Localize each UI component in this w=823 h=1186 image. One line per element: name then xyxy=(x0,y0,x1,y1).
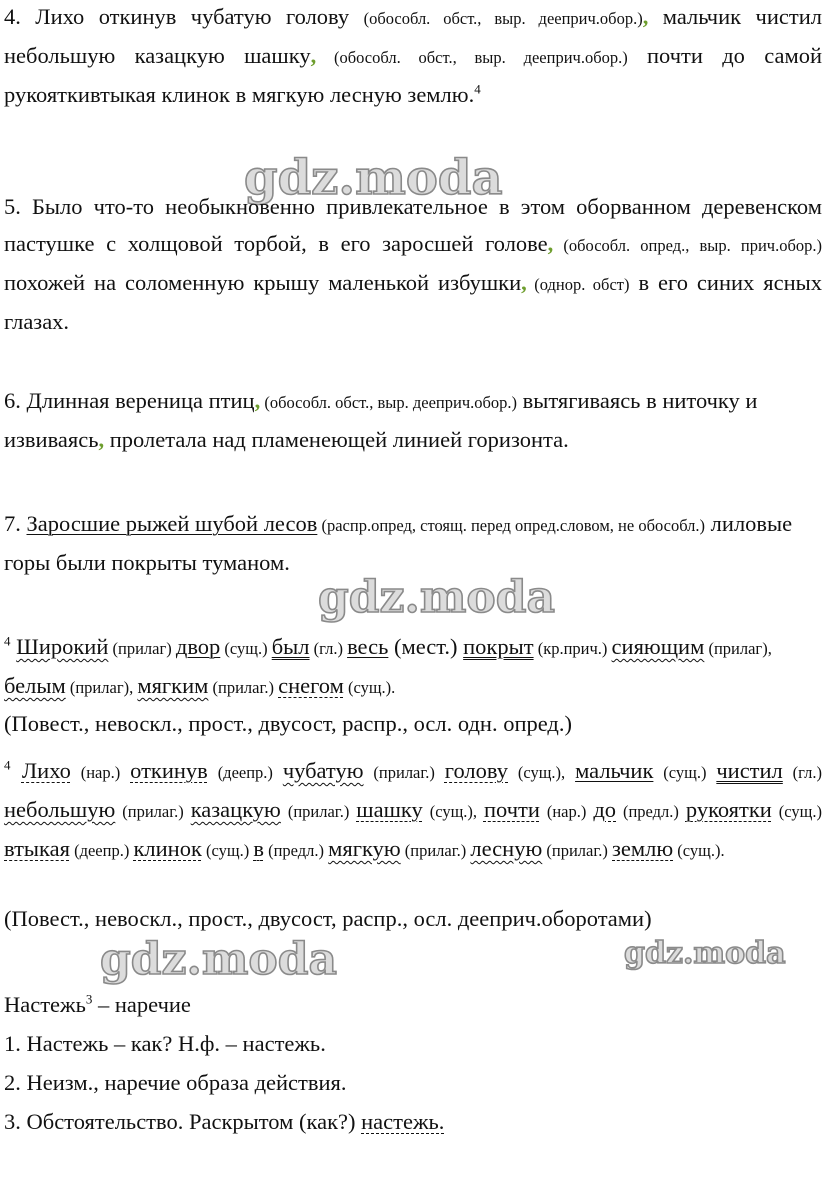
footnote-marker: 4 xyxy=(474,81,481,97)
parsed-word: втыкая xyxy=(4,836,70,861)
parsed-word: мальчик xyxy=(575,758,654,783)
adverb-parse-line-3: 3. Обстоятельство. Раскрытом (как?) настежь. xyxy=(4,1109,445,1134)
adverb-parse-line-2: 2. Неизм., наречие образа действия. xyxy=(4,1070,347,1095)
syntax-note: (обособл. опред., выр. прич.обор.) xyxy=(553,236,822,255)
parsed-word: лесную xyxy=(470,836,543,861)
watermark: gdz.moda xyxy=(100,934,338,985)
comma-mark: , xyxy=(642,4,649,29)
parsed-word: двор xyxy=(175,634,221,659)
parsed-word: мягкую xyxy=(328,836,401,861)
parsed-word: мягким xyxy=(137,673,209,698)
sentence-7-text: 7. Заросшие рыжей шубой лесов (распр.опред, стоящ. перед опред.словом, не обособл.) лиловые горы были покрыты туманом. xyxy=(4,511,793,575)
sentence-5-text: 5. Было что-то необыкновенно привлекательное в этом оборванном деревенском пастушке с холщовой торбой, в его заросшей голове, (обособл. опред., выр. прич.обор.) похожей на соломенную крышу маленькой избушки, (однор. обст) в его синих ясных глазах. xyxy=(4,194,822,334)
comma-mark: , xyxy=(98,427,105,452)
parsed-word: снегом xyxy=(278,673,344,698)
parsed-word: настежь. xyxy=(361,1109,445,1134)
watermark: gdz.moda xyxy=(624,936,786,971)
footnote-parse-1-characteristics xyxy=(4,705,822,742)
parsed-word: рукоятки xyxy=(685,797,772,822)
sentence-4 xyxy=(4,0,822,113)
adverb-parse xyxy=(4,985,822,1141)
syntax-note: (обособл. обст., выр. дееприч.обор.) xyxy=(316,48,628,67)
sentence-6 xyxy=(4,382,822,458)
sentence-characteristics: (Повест., невоскл., прост., двусост, распр., осл. одн. опред.) xyxy=(4,711,572,736)
footnote-parse-2-characteristics xyxy=(4,900,822,937)
comma-mark: , xyxy=(310,43,317,68)
sentence-6-text: 6. Длинная вереница птиц, (обособл. обст., выр. дееприч.обор.) вытягиваясь в ниточку и извиваясь, пролетала над пламенеющей линией горизонта. xyxy=(4,388,758,452)
parsed-word: чубатую xyxy=(282,758,364,783)
syntax-note: (обособл. обст., выр. дееприч.обор.) xyxy=(260,393,518,412)
parsed-word: откинув xyxy=(130,758,208,783)
footnote-parse-1 xyxy=(4,628,822,706)
parsed-word: казацкую xyxy=(190,797,281,822)
sentence-7 xyxy=(4,505,822,581)
comma-mark: , xyxy=(521,270,527,295)
parsed-word: почти xyxy=(483,797,540,822)
syntax-note: (однор. обст) xyxy=(526,275,630,294)
parsed-word: белым xyxy=(4,673,66,698)
adverb-parse-line-1: 1. Настежь – как? Н.ф. – настежь. xyxy=(4,1031,326,1056)
sentence-4-text: 4. Лихо откинув чубатую голову (обособл. обст., выр. дееприч.обор.), мальчик чистил небольшую казацкую шашку, (обособл. обст., выр. дееприч.обор.) почти до самой рукояткивтыкая клинок в мягкую лесную землю.$^4$ xyxy=(4,4,822,107)
syntax-note: (распр.опред, стоящ. перед опред.словом, не обособл.) xyxy=(317,516,706,535)
parsed-word: чистил xyxy=(716,758,783,783)
parsed-word: покрыт xyxy=(463,634,534,659)
watermark: gdz.moda xyxy=(244,150,503,206)
underlined-phrase: Заросшие рыжей шубой лесов xyxy=(26,511,318,536)
parsed-word: землю xyxy=(612,836,674,861)
parsed-word: весь xyxy=(347,634,389,659)
syntax-note: (обособл. обст., выр. дееприч.обор.) xyxy=(363,9,643,28)
parsed-word: Широкий xyxy=(16,634,109,659)
parsed-word: небольшую xyxy=(4,797,116,822)
comma-mark: , xyxy=(254,388,261,413)
parsed-word: был xyxy=(271,634,310,659)
parsed-word: Лихо xyxy=(21,758,71,783)
parsed-word: в xyxy=(253,836,264,861)
parsed-word: сияющим xyxy=(611,634,705,659)
sentence-characteristics: (Повест., невоскл., прост., двусост, распр., осл. дееприч.оборотами) xyxy=(4,906,652,931)
footnote-parse-1-text: $^4$ Широкий (прилаг) двор (сущ.) был (гл.) весь (мест.) покрыт (кр.прич.) сияющим (прилаг), белым (прилаг), мягким (прилаг.) снегом (сущ.). xyxy=(4,633,772,698)
parsed-word: шашку xyxy=(356,797,423,822)
comma-mark: , xyxy=(547,231,554,256)
parsed-word: до xyxy=(593,797,617,822)
parsed-word: клинок xyxy=(133,836,202,861)
footnote-parse-2-text: $^4$ Лихо (нар.) откинув (деепр.) чубатую (прилаг.) голову (сущ.), мальчик (сущ.) чистил (гл.) небольшую (прилаг.) казацкую (прилаг.) шашку (сущ.), почти (нар.) до (предл.) рукоятки (сущ.) втыкая (деепр.) клинок (сущ.) в (предл.) мягкую (прилаг.) лесную (прилаг.) землю (сущ.). xyxy=(4,757,822,861)
watermark: gdz.moda xyxy=(318,572,556,623)
footnote-parse-2 xyxy=(4,752,822,869)
adverb-parse-title: Настежь$^3$ – наречие xyxy=(4,991,191,1017)
sentence-5 xyxy=(4,188,822,340)
parsed-word: голову xyxy=(444,758,508,783)
